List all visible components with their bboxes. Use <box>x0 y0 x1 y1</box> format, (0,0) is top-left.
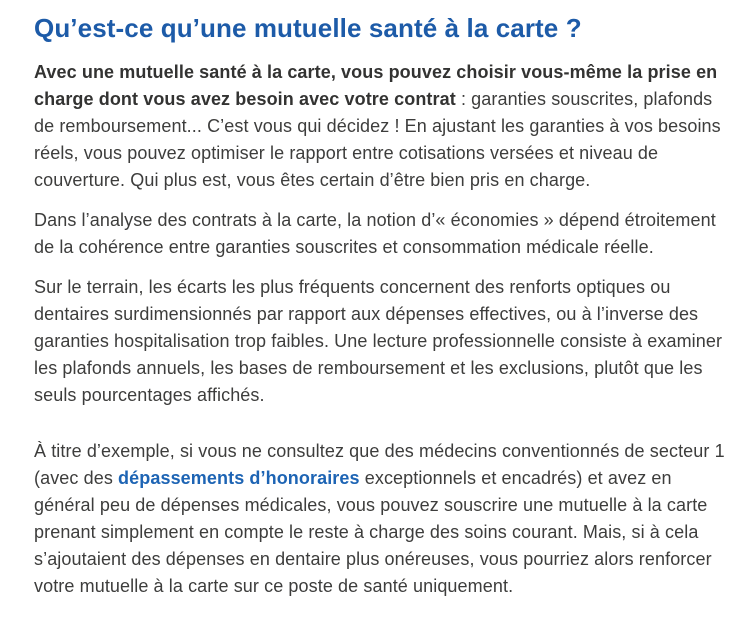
depassements-honoraires-link[interactable]: dépassements d’honoraires <box>118 468 360 488</box>
paragraph-example <box>34 438 726 600</box>
example-after-link: exceptionnels et encadrés) et avez en général peu de dépenses médicales, vous pouvez souscrire une mutuelle à la carte prenant simplement en compte le reste à charge des soins courant. Mais, si à cela s’ajoutaient des dépenses en dentaire plus onéreuses, vous pourriez alors renforcer votre mutuelle à la carte sur ce poste de santé uniquement. <box>34 468 712 596</box>
example-before-link: À titre d’exemple, si vous ne consultez que des médecins conventionnés de secteur 1 (avec des <box>34 441 725 488</box>
page-title: Qu’est-ce qu’une mutuelle santé à la carte ? <box>34 13 582 43</box>
paragraph-intro <box>34 59 726 194</box>
paragraph-analysis: Dans l’analyse des contrats à la carte, la notion d’« économies » dépend étroitement de la cohérence entre garanties souscrites et consommation médicale réelle. <box>34 210 716 257</box>
paragraph-terrain: Sur le terrain, les écarts les plus fréquents concernent des renforts optiques ou dentaires surdimensionnés par rapport aux dépenses effectives, ou à l’inverse des garanties hospitalisation trop faibles. Une lecture professionnelle consiste à examiner les plafonds annuels, les bases de remboursement et les exclusions, plutôt que les seuls pourcentages affichés. <box>34 277 723 405</box>
intro-bold-lead: Avec une mutuelle santé à la carte, vous pouvez choisir vous-même la prise en charge dont vous avez besoin avec votre contrat <box>34 62 718 109</box>
intro-rest: : garanties souscrites, plafonds de remboursement... C’est vous qui décidez ! En ajustant les garanties à vos besoins réels, vous pouvez optimiser le rapport entre cotisations versées et niveau de couverture. Qui plus est, vous êtes certain d’être bien pris en charge. <box>34 89 721 190</box>
